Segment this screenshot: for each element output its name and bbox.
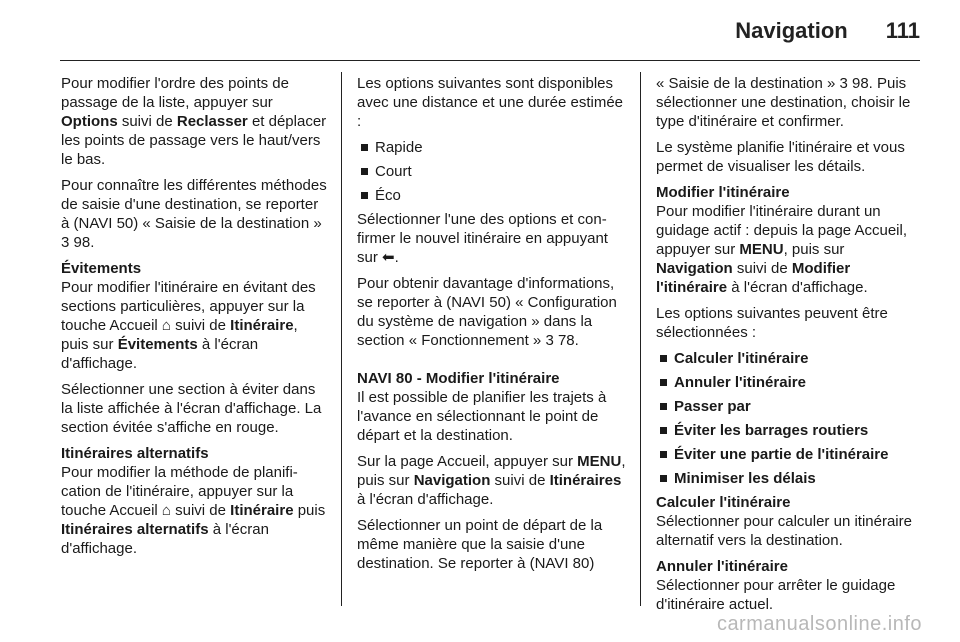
bold-term: Navigation bbox=[656, 260, 733, 277]
section-heading: NAVI 80 - Modifier l'itinéraire bbox=[357, 370, 560, 387]
paragraph: Sélectionner un point de départ de la même manière que la saisie d'une destination. Se reporter à (NAVI 80) bbox=[357, 517, 603, 572]
paragraph: Sélectionner l'une des options et confirmer le nouvel itinéraire en appuyant sur ⬅. bbox=[357, 211, 608, 266]
reference-icon: ⌂ bbox=[161, 317, 171, 334]
bold-term: Modifier l'itinéraire bbox=[656, 260, 851, 296]
paragraph: Sur la page Accueil, appuyer sur MENU, puis sur Navigation suivi de Itinéraires à l'écran d'affichage. bbox=[357, 453, 626, 508]
paragraph: Sélectionner pour arrêter le guidage d'itinéraire actuel. bbox=[656, 577, 896, 613]
bold-term: MENU bbox=[577, 453, 622, 470]
list-item: Éviter une partie de l'itinéraire bbox=[656, 445, 922, 464]
paragraph: Pour connaître les différentes méthodes de saisie d'une destination, se reporter à (NAVI 50) « Saisie de la destination » 3 98. bbox=[61, 177, 327, 251]
section-heading: Annuler l'itinéraire bbox=[656, 558, 788, 575]
paragraph: Pour modifier l'itinéraire durant un guidage actif : depuis la page Accueil, appuyer sur MENU, puis sur Navigation suivi de Modifier l'itinéraire à l'écran d'affichage. bbox=[656, 203, 908, 296]
column-divider bbox=[640, 72, 641, 606]
bold-term: Évitements bbox=[117, 336, 198, 353]
modify-options-list bbox=[656, 349, 922, 488]
paragraph: Les options suivantes peuvent être sélectionnées : bbox=[656, 305, 888, 341]
paragraph: Le système planifie l'itinéraire et vous permet de visualiser les détails. bbox=[656, 139, 905, 175]
section-modifier-itineraire bbox=[656, 183, 922, 297]
paragraph: Pour modifier la méthode de planification de l'itinéraire, appuyer sur la touche Accueil ⌂ suivi de Itinéraire puis Itinéraires alternatifs à l'écran d'affichage. bbox=[61, 464, 326, 557]
paragraph: « Saisie de la destination » 3 98. Puis sélectionner une destination, choisir le type d'itinéraire et confirmer. bbox=[656, 75, 911, 130]
list-item: Minimiser les délais bbox=[656, 469, 922, 488]
section-evitements bbox=[61, 259, 327, 373]
paragraph: Les options suivantes sont disponibles avec une distance et une durée estimée : bbox=[357, 75, 624, 130]
paragraph: Pour modifier l'ordre des points de passage de la liste, appuyer sur Options suivi de Reclasser et déplacer les points de passage vers le haut/vers le bas. bbox=[61, 75, 327, 168]
list-item: Rapide bbox=[357, 138, 627, 157]
route-options-list bbox=[357, 138, 627, 205]
section-heading: Modifier l'itinéraire bbox=[656, 184, 790, 201]
column-1 bbox=[61, 74, 327, 565]
reference-icon: 3 bbox=[545, 332, 554, 349]
bold-term: Itinéraire bbox=[230, 317, 294, 334]
column-3 bbox=[656, 74, 922, 621]
paragraph: Il est possible de planifier les trajets à l'avance en sélectionnant le point de départ et la destination. bbox=[357, 389, 607, 444]
section-heading: Calculer l'itinéraire bbox=[656, 494, 791, 511]
paragraph: Pour modifier l'itinéraire en évitant des sections particulières, appuyer sur la touche Accueil ⌂ suivi de Itinéraire, puis sur Évitements à l'écran d'affichage. bbox=[61, 279, 316, 372]
page-title: Navigation bbox=[735, 18, 848, 43]
section-navi80 bbox=[357, 369, 627, 445]
column-2 bbox=[357, 74, 627, 580]
paragraph: Sélectionner pour calculer un itinéraire alternatif vers la destination. bbox=[656, 513, 912, 549]
list-item: Court bbox=[357, 162, 627, 181]
spacer bbox=[357, 357, 627, 369]
paragraph: Pour obtenir davantage d'informations, se reporter à (NAVI 50) « Configuration du système de navigation » dans la section « Fonctionnement » 3 78. bbox=[357, 275, 617, 349]
page-header bbox=[60, 18, 920, 44]
header-rule bbox=[60, 60, 920, 61]
list-item: Annuler l'itinéraire bbox=[656, 373, 922, 392]
bold-term: Navigation bbox=[413, 472, 491, 489]
reference-icon: ⬅ bbox=[382, 249, 395, 266]
bold-term: MENU bbox=[739, 241, 784, 258]
bold-term: Itinéraires alternatifs bbox=[61, 521, 209, 538]
list-item: Éco bbox=[357, 186, 627, 205]
reference-icon: ⌂ bbox=[161, 502, 171, 519]
paragraph: Sélectionner une section à éviter dans la liste affichée à l'écran d'affichage. La section évitée s'affiche en rouge. bbox=[61, 381, 322, 436]
reference-icon: 3 bbox=[61, 234, 70, 251]
section-annuler bbox=[656, 557, 922, 614]
page-number: 111 bbox=[885, 18, 920, 43]
bold-term: Itinéraires bbox=[549, 472, 622, 489]
section-heading: Itinéraires alternatifs bbox=[61, 445, 209, 462]
section-heading: Évitements bbox=[61, 260, 142, 277]
bold-term: Options bbox=[61, 113, 118, 130]
list-item: Éviter les barrages routiers bbox=[656, 421, 922, 440]
list-item: Calculer l'itinéraire bbox=[656, 349, 922, 368]
watermark: carmanualsonline.info bbox=[716, 613, 922, 635]
bold-term: Itinéraire bbox=[230, 502, 294, 519]
list-item: Passer par bbox=[656, 397, 922, 416]
section-calculer bbox=[656, 493, 922, 550]
bold-term: Reclasser bbox=[176, 113, 248, 130]
column-divider bbox=[341, 72, 342, 606]
section-itineraires-alternatifs bbox=[61, 444, 327, 558]
reference-icon: 3 bbox=[839, 75, 848, 92]
